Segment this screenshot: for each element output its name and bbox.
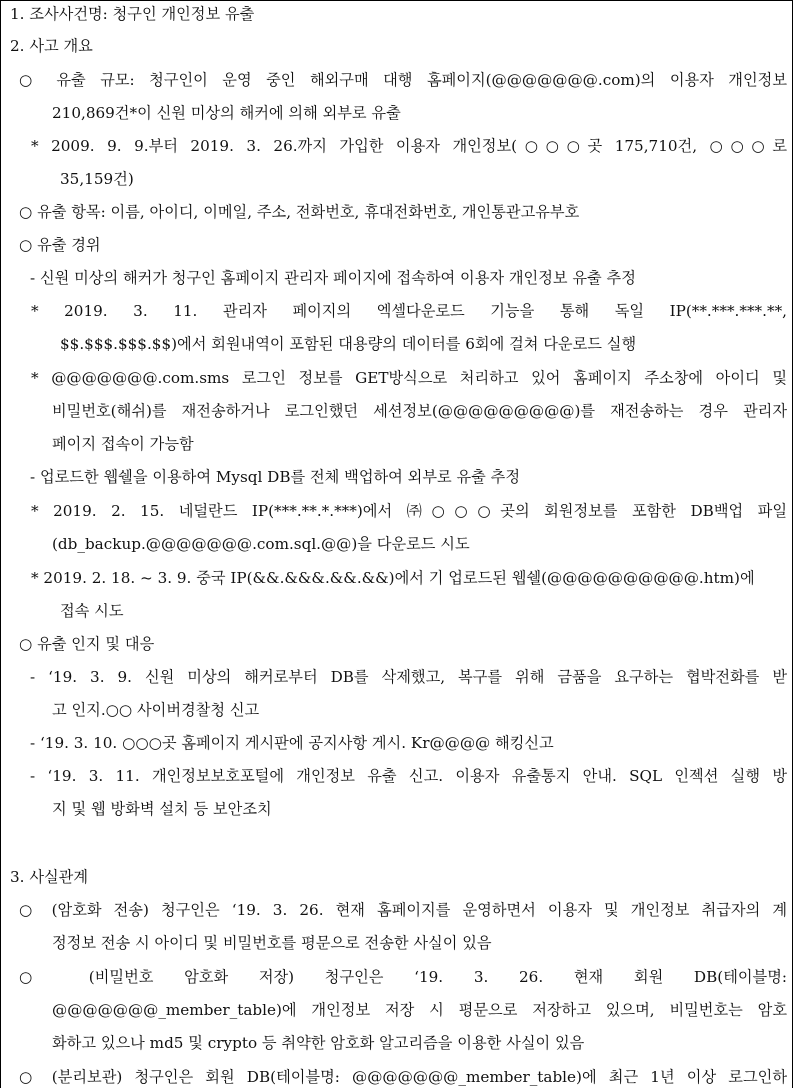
dash-response-3-cont: 지 및 웹 방화벽 설치 등 보안조치 [52,800,272,818]
note-get-login-cont: 비밀번호(해쉬)를 재전송하거나 로그인했던 세션정보(@@@@@@@@@)를 재전송하는 경우 관리자 [52,402,787,420]
dash-response-1: - ‘19. 3. 9. 신원 미상의 해커로부터 DB를 삭제했고, 복구를 위해 금품을 요구하는 협박전화를 받 [30,668,787,686]
bullet-encrypted-transfer: ○ (암호화 전송) 청구인은 ‘19. 3. 26. 현재 홈페이지를 운영하면서 이용자 및 개인정보 취급자의 계 [19,901,787,919]
bullet-leak-process: ○ 유출 경위 [19,236,101,254]
note-leak-period: * 2009. 9. 9.부터 2019. 3. 26.까지 가입한 이용자 개인정보(○○○곳 175,710건, ○○○로 [31,137,787,155]
heading-3: 3. 사실관계 [10,868,89,886]
bullet-response: ○ 유출 인지 및 대응 [19,635,155,653]
bullet-encrypted-transfer-cont: 정정보 전송 시 아이디 및 비밀번호를 평문으로 전송한 사실이 있음 [52,934,492,952]
note-webshell-access-cont: 접속 시도 [60,602,124,620]
note-leak-period-cont: 35,159건) [60,170,134,188]
dash-webshell: - 업로드한 웹쉘을 이용하여 Mysql DB를 전체 백업하여 외부로 유출 추정 [30,468,521,486]
bullet-password-encryption-cont: @@@@@@@_member_table)에 개인정보 저장 시 평문으로 저장하고 있으며, 비밀번호는 암호 [52,1001,787,1019]
bullet-leak-scale-cont: 210,869건*이 신원 미상의 해커에 의해 외부로 유출 [52,104,401,122]
dash-admin-access: - 신원 미상의 해커가 청구인 홈페이지 관리자 페이지에 접속하여 이용자 개인정보 유출 추정 [30,269,636,287]
dash-response-3: - ‘19. 3. 11. 개인정보보호포털에 개인정보 유출 신고. 이용자 유출통지 안내. SQL 인젝션 실행 방 [30,767,787,785]
note-excel-download-cont: $$.$$$.$$$.$$)에서 회원내역이 포함된 대용량의 데이터를 6회에 걸쳐 다운로드 실행 [60,335,637,353]
note-webshell-access: * 2019. 2. 18. ~ 3. 9. 중국 IP(&&.&&&.&&.&&)에서 기 업로드된 웹쉘(@@@@@@@@@@.htm)에 [31,569,755,587]
note-excel-download: * 2019. 3. 11. 관리자 페이지의 엑셀다운로드 기능을 통해 독일 IP(**.***.***.**, [31,302,787,320]
note-get-login-cont2: 페이지 접속이 가능함 [52,435,194,453]
dash-response-2: - ‘19. 3. 10. ○○○곳 홈페이지 게시판에 공지사항 게시. Kr@@@@ 해킹신고 [30,734,554,752]
note-db-backup: * 2019. 2. 15. 네덜란드 IP(***.**.*.***)에서 ㈜○○○곳의 회원정보를 포함한 DB백업 파일 [31,502,787,520]
heading-2: 2. 사고 개요 [10,37,93,55]
note-get-login: * @@@@@@@.com.sms 로그인 정보를 GET방식으로 처리하고 있어 홈페이지 주소창에 아이디 및 [31,369,787,387]
bullet-leak-items: ○ 유출 항목: 이름, 아이디, 이메일, 주소, 전화번호, 휴대전화번호, 개인통관고유부호 [19,203,580,221]
bullet-leak-scale: ○ 유출 규모: 청구인이 운영 중인 해외구매 대행 홈페이지(@@@@@@@.com)의 이용자 개인정보 [19,71,787,89]
bullet-separate-storage: ○ (분리보관) 청구인은 회원 DB(테이블명: @@@@@@@_member_table)에 최근 1년 이상 로그인하 [19,1068,787,1086]
dash-response-1-cont: 고 인지.○○ 사이버경찰청 신고 [52,701,260,719]
note-db-backup-cont: (db_backup.@@@@@@@.com.sql.@@)을 다운로드 시도 [52,535,470,553]
bullet-password-encryption-cont2: 화하고 있으나 md5 및 crypto 등 취약한 암호화 알고리즘을 이용한 사실이 있음 [52,1034,585,1052]
bullet-password-encryption: ○ (비밀번호 암호화 저장) 청구인은 ‘19. 3. 26. 현재 회원 DB(테이블명: [19,968,787,986]
heading-1: 1. 조사사건명: 청구인 개인정보 유출 [10,5,255,23]
